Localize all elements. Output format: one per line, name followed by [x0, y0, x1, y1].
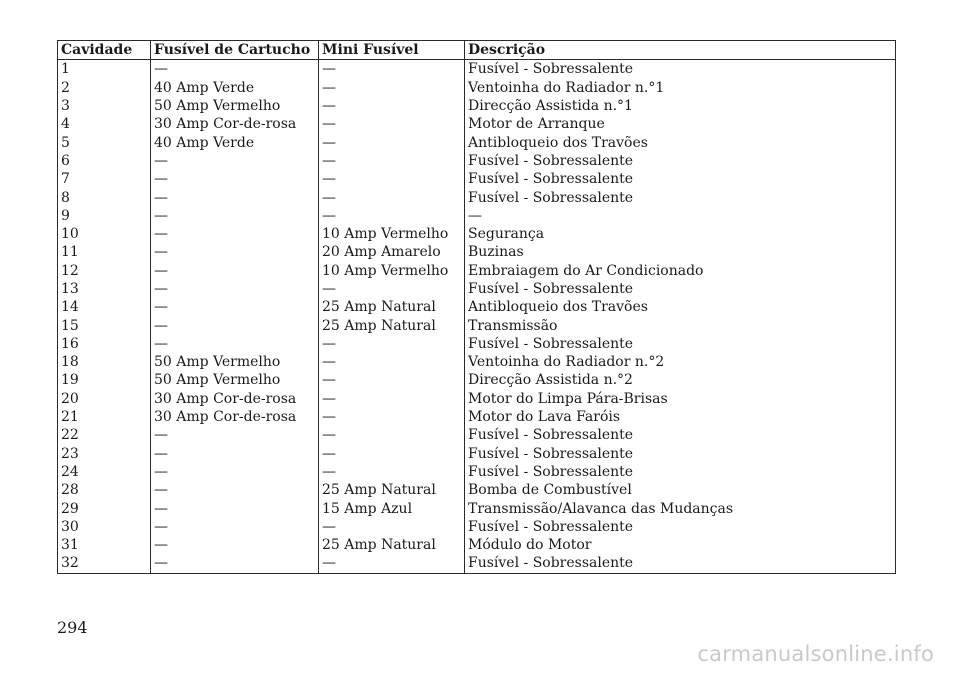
cell-descricao: Motor do Limpa Pára-Brisas — [465, 390, 896, 408]
watermark: carmanualsonline.info — [697, 642, 934, 666]
table-body — [58, 60, 896, 573]
table-row — [58, 133, 896, 151]
cell-cavidade: 6 — [58, 152, 151, 170]
table-row — [58, 280, 896, 298]
cell-mini-fusivel: — — [319, 133, 465, 151]
cell-mini-fusivel: — — [319, 390, 465, 408]
cell-fusivel-cartucho: — — [151, 188, 319, 206]
table-row — [58, 316, 896, 334]
cell-fusivel-cartucho: — — [151, 445, 319, 463]
cell-mini-fusivel: — — [319, 408, 465, 426]
table-row — [58, 426, 896, 444]
cell-descricao: Buzinas — [465, 243, 896, 261]
table-row — [58, 499, 896, 517]
cell-cavidade: 19 — [58, 371, 151, 389]
cell-cavidade: 3 — [58, 97, 151, 115]
cell-mini-fusivel: — — [319, 518, 465, 536]
table-row — [58, 518, 896, 536]
cell-cavidade: 2 — [58, 79, 151, 97]
table-row — [58, 353, 896, 371]
cell-cavidade: 15 — [58, 316, 151, 334]
cell-descricao: Motor do Lava Faróis — [465, 408, 896, 426]
cell-mini-fusivel: — — [319, 445, 465, 463]
cell-fusivel-cartucho: 30 Amp Cor-de-rosa — [151, 390, 319, 408]
table-row — [58, 335, 896, 353]
table-row — [58, 298, 896, 316]
cell-cavidade: 5 — [58, 133, 151, 151]
cell-cavidade: 12 — [58, 262, 151, 280]
cell-fusivel-cartucho: — — [151, 518, 319, 536]
cell-cavidade: 24 — [58, 463, 151, 481]
cell-descricao: Fusível - Sobressalente — [465, 170, 896, 188]
cell-mini-fusivel: 25 Amp Natural — [319, 316, 465, 334]
cell-fusivel-cartucho: — — [151, 152, 319, 170]
cell-descricao: Módulo do Motor — [465, 536, 896, 554]
cell-cavidade: 23 — [58, 445, 151, 463]
cell-mini-fusivel: 10 Amp Vermelho — [319, 225, 465, 243]
table-row — [58, 408, 896, 426]
cell-mini-fusivel: 20 Amp Amarelo — [319, 243, 465, 261]
cell-cavidade: 22 — [58, 426, 151, 444]
cell-cavidade: 9 — [58, 207, 151, 225]
table-row — [58, 536, 896, 554]
header-descricao: Descrição — [465, 41, 896, 60]
cell-fusivel-cartucho: — — [151, 335, 319, 353]
table-row — [58, 481, 896, 499]
cell-cavidade: 20 — [58, 390, 151, 408]
cell-descricao: Direcção Assistida n.°2 — [465, 371, 896, 389]
cell-fusivel-cartucho: — — [151, 499, 319, 517]
cell-mini-fusivel: 15 Amp Azul — [319, 499, 465, 517]
cell-mini-fusivel: — — [319, 152, 465, 170]
cell-mini-fusivel: — — [319, 463, 465, 481]
cell-mini-fusivel: 10 Amp Vermelho — [319, 262, 465, 280]
table-row — [58, 188, 896, 206]
cell-descricao: — — [465, 207, 896, 225]
table-header-row — [58, 41, 896, 60]
cell-cavidade: 18 — [58, 353, 151, 371]
cell-fusivel-cartucho: — — [151, 554, 319, 573]
cell-cavidade: 11 — [58, 243, 151, 261]
cell-mini-fusivel: 25 Amp Natural — [319, 536, 465, 554]
cell-fusivel-cartucho: 40 Amp Verde — [151, 79, 319, 97]
cell-fusivel-cartucho: 30 Amp Cor-de-rosa — [151, 408, 319, 426]
table-row — [58, 463, 896, 481]
cell-descricao: Transmissão/Alavanca das Mudanças — [465, 499, 896, 517]
cell-cavidade: 21 — [58, 408, 151, 426]
cell-fusivel-cartucho: 50 Amp Vermelho — [151, 371, 319, 389]
cell-cavidade: 8 — [58, 188, 151, 206]
cell-fusivel-cartucho: 50 Amp Vermelho — [151, 353, 319, 371]
cell-mini-fusivel: — — [319, 207, 465, 225]
cell-cavidade: 30 — [58, 518, 151, 536]
table-row — [58, 225, 896, 243]
cell-descricao: Ventoinha do Radiador n.°2 — [465, 353, 896, 371]
cell-mini-fusivel: 25 Amp Natural — [319, 298, 465, 316]
cell-descricao: Transmissão — [465, 316, 896, 334]
header-fusivel-cartucho: Fusível de Cartucho — [151, 41, 319, 60]
cell-fusivel-cartucho: — — [151, 280, 319, 298]
table-row — [58, 554, 896, 573]
cell-cavidade: 31 — [58, 536, 151, 554]
cell-mini-fusivel: — — [319, 170, 465, 188]
cell-mini-fusivel: 25 Amp Natural — [319, 481, 465, 499]
table-row — [58, 371, 896, 389]
cell-descricao: Fusível - Sobressalente — [465, 152, 896, 170]
cell-descricao: Motor de Arranque — [465, 115, 896, 133]
table-row — [58, 170, 896, 188]
cell-cavidade: 7 — [58, 170, 151, 188]
cell-descricao: Fusível - Sobressalente — [465, 554, 896, 573]
cell-cavidade: 16 — [58, 335, 151, 353]
table-row — [58, 97, 896, 115]
table-row — [58, 115, 896, 133]
table-row — [58, 243, 896, 261]
cell-fusivel-cartucho: — — [151, 170, 319, 188]
cell-descricao: Direcção Assistida n.°1 — [465, 97, 896, 115]
cell-cavidade: 13 — [58, 280, 151, 298]
header-mini-fusivel: Mini Fusível — [319, 41, 465, 60]
cell-fusivel-cartucho: — — [151, 463, 319, 481]
cell-mini-fusivel: — — [319, 353, 465, 371]
cell-descricao: Embraiagem do Ar Condicionado — [465, 262, 896, 280]
cell-fusivel-cartucho: 30 Amp Cor-de-rosa — [151, 115, 319, 133]
cell-descricao: Fusível - Sobressalente — [465, 280, 896, 298]
cell-descricao: Fusível - Sobressalente — [465, 518, 896, 536]
cell-fusivel-cartucho: — — [151, 207, 319, 225]
cell-fusivel-cartucho: 40 Amp Verde — [151, 133, 319, 151]
cell-fusivel-cartucho: — — [151, 298, 319, 316]
cell-descricao: Fusível - Sobressalente — [465, 426, 896, 444]
cell-descricao: Antibloqueio dos Travões — [465, 133, 896, 151]
cell-descricao: Fusível - Sobressalente — [465, 445, 896, 463]
cell-mini-fusivel: — — [319, 60, 465, 79]
table-row — [58, 445, 896, 463]
cell-cavidade: 14 — [58, 298, 151, 316]
cell-mini-fusivel: — — [319, 554, 465, 573]
cell-fusivel-cartucho: — — [151, 60, 319, 79]
cell-mini-fusivel: — — [319, 188, 465, 206]
table-row — [58, 152, 896, 170]
header-cavidade: Cavidade — [58, 41, 151, 60]
cell-descricao: Antibloqueio dos Travões — [465, 298, 896, 316]
cell-mini-fusivel: — — [319, 115, 465, 133]
cell-mini-fusivel: — — [319, 426, 465, 444]
cell-descricao: Bomba de Combustível — [465, 481, 896, 499]
cell-cavidade: 10 — [58, 225, 151, 243]
cell-fusivel-cartucho: — — [151, 262, 319, 280]
cell-cavidade: 28 — [58, 481, 151, 499]
cell-mini-fusivel: — — [319, 335, 465, 353]
cell-descricao: Fusível - Sobressalente — [465, 335, 896, 353]
cell-fusivel-cartucho: — — [151, 243, 319, 261]
fuse-table — [57, 40, 896, 574]
cell-fusivel-cartucho: — — [151, 316, 319, 334]
cell-mini-fusivel: — — [319, 280, 465, 298]
cell-fusivel-cartucho: 50 Amp Vermelho — [151, 97, 319, 115]
table-row — [58, 390, 896, 408]
cell-descricao: Ventoinha do Radiador n.°1 — [465, 79, 896, 97]
cell-descricao: Fusível - Sobressalente — [465, 188, 896, 206]
page-number: 294 — [57, 618, 88, 637]
table-row — [58, 207, 896, 225]
cell-descricao: Fusível - Sobressalente — [465, 60, 896, 79]
table-row — [58, 79, 896, 97]
cell-cavidade: 4 — [58, 115, 151, 133]
cell-fusivel-cartucho: — — [151, 536, 319, 554]
cell-mini-fusivel: — — [319, 79, 465, 97]
cell-fusivel-cartucho: — — [151, 481, 319, 499]
cell-mini-fusivel: — — [319, 97, 465, 115]
cell-fusivel-cartucho: — — [151, 225, 319, 243]
cell-fusivel-cartucho: — — [151, 426, 319, 444]
cell-cavidade: 29 — [58, 499, 151, 517]
cell-cavidade: 1 — [58, 60, 151, 79]
cell-descricao: Fusível - Sobressalente — [465, 463, 896, 481]
cell-mini-fusivel: — — [319, 371, 465, 389]
cell-cavidade: 32 — [58, 554, 151, 573]
table-row — [58, 262, 896, 280]
table-row — [58, 60, 896, 79]
cell-descricao: Segurança — [465, 225, 896, 243]
